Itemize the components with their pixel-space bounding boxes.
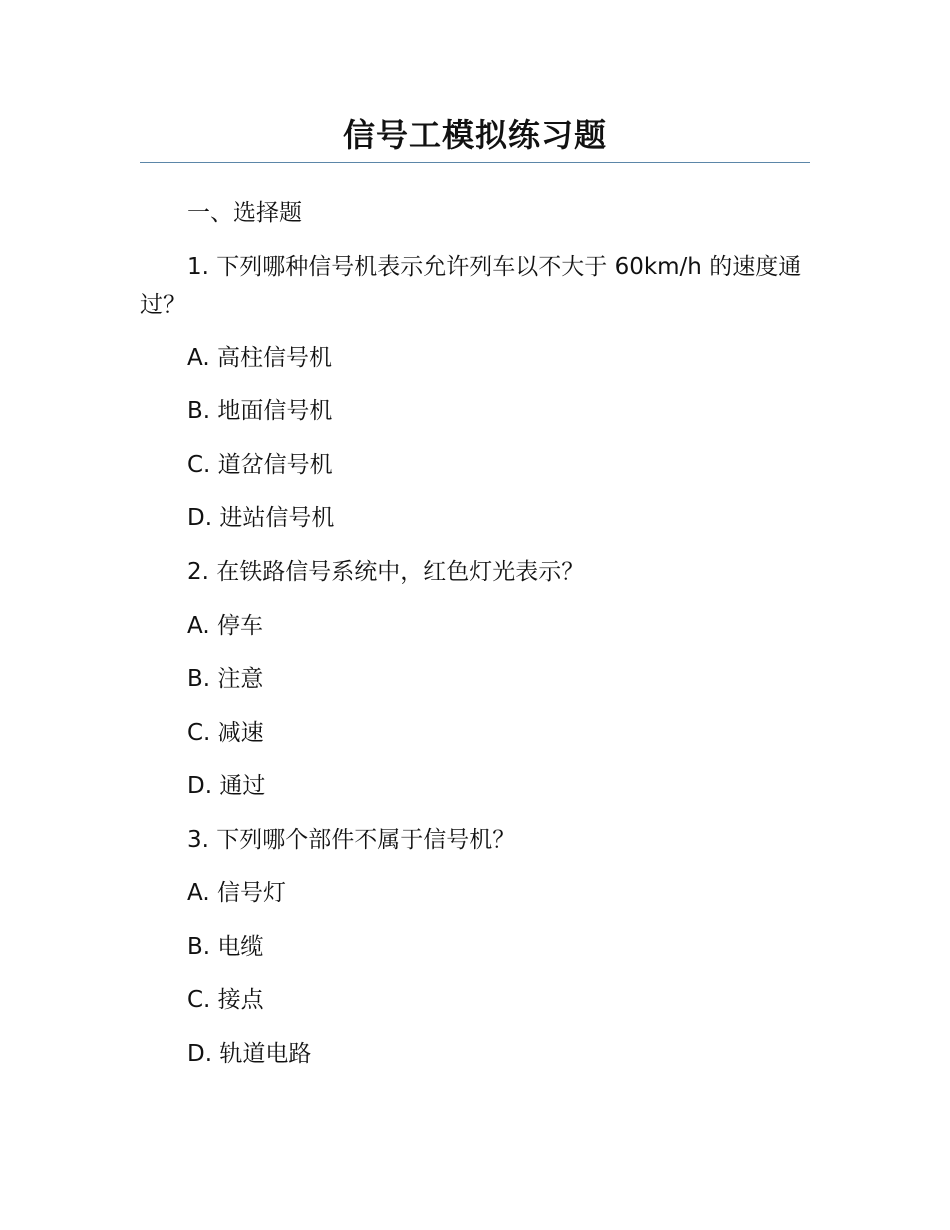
question-3-option-b: B. 电缆 xyxy=(187,934,264,960)
question-1-text: 1. 下列哪种信号机表示允许列车以不大于 60km/h 的速度通过？ xyxy=(140,254,802,318)
title-underline xyxy=(140,162,810,163)
question-3-text: 3. 下列哪个部件不属于信号机？ xyxy=(187,827,516,853)
question-2-text: 2. 在铁路信号系统中，红色灯光表示？ xyxy=(187,559,585,585)
document-title: 信号工模拟练习题 xyxy=(342,116,607,154)
question-1-option-c: C. 道岔信号机 xyxy=(187,452,333,478)
question-3-option-a: A. 信号灯 xyxy=(187,880,286,906)
question-1-option-b: B. 地面信号机 xyxy=(187,398,333,424)
question-1-option-a: A. 高柱信号机 xyxy=(187,345,332,371)
question-2-option-d: D. 通过 xyxy=(187,773,266,799)
question-3-option-c: C. 接点 xyxy=(187,987,264,1013)
question-2-option-a: A. 停车 xyxy=(187,613,263,639)
question-2-option-b: B. 注意 xyxy=(187,666,264,692)
question-1-option-d: D. 进站信号机 xyxy=(187,505,335,531)
section-heading: 一、选择题 xyxy=(187,200,302,226)
question-3-option-d: D. 轨道电路 xyxy=(187,1041,312,1067)
question-2-option-c: C. 减速 xyxy=(187,720,264,746)
